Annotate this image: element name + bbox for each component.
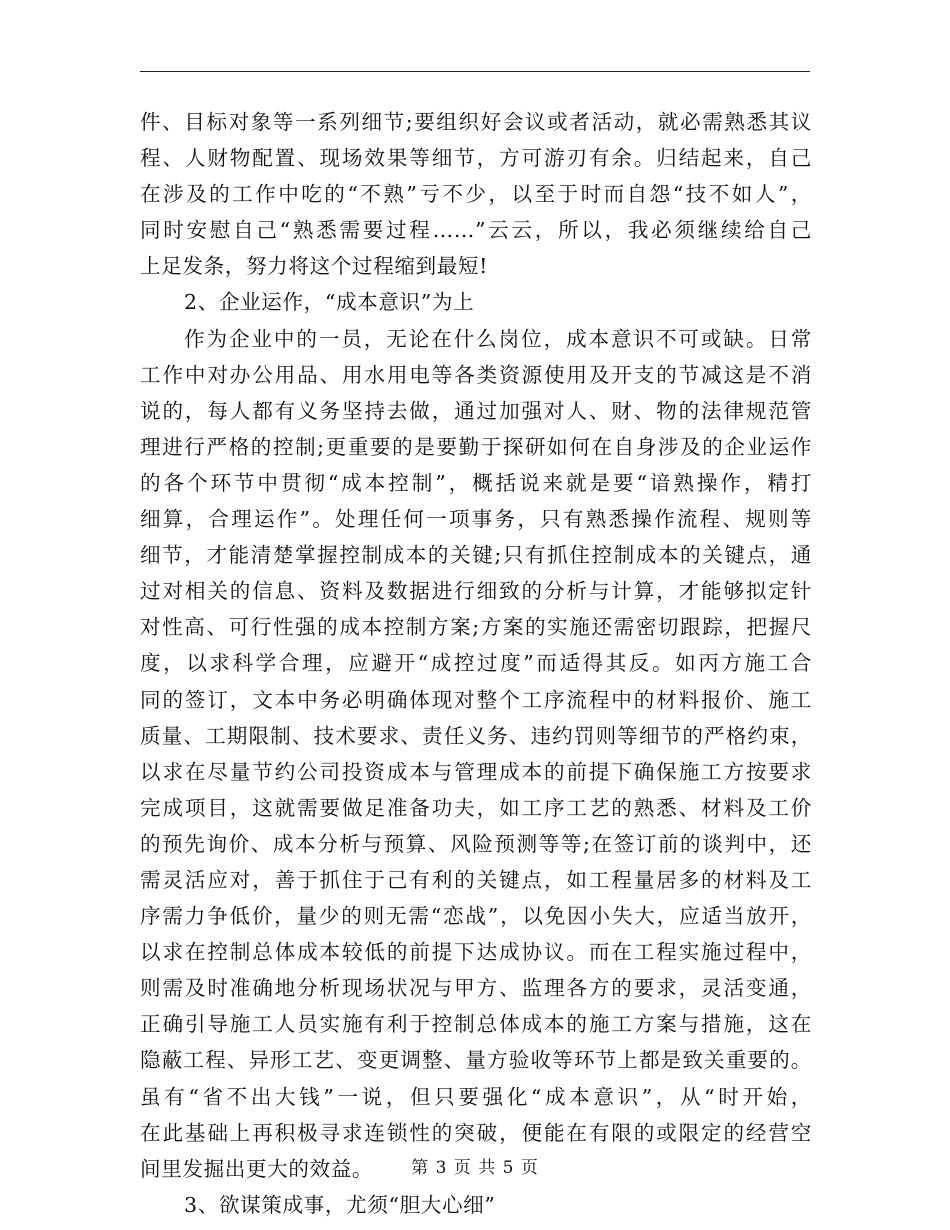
text-line: 完成项目，这就需要做足准备功夫，如工序工艺的熟悉、材料及工价 bbox=[140, 795, 812, 820]
text-line: 在此基础上再积极寻求连锁性的突破，便能在有限的或限定的经营空 bbox=[140, 1120, 812, 1145]
text-line: 细节，才能清楚掌握控制成本的关键;只有抓住控制成本的关键点，通 bbox=[140, 543, 812, 568]
text-line: 同的签订，文本中务必明确体现对整个工序流程中的材料报价、施工 bbox=[140, 687, 812, 712]
text-line: 上足发条，努力将这个过程缩到最短! bbox=[140, 254, 488, 279]
text-line: 过对相关的信息、资料及数据进行细致的分析与计算，才能够拟定针 bbox=[140, 579, 812, 604]
page-footer: 第 3 页 共 5 页 bbox=[411, 1158, 539, 1178]
text-line: 理进行严格的控制;更重要的是要勤于探研如何在自身涉及的企业运作 bbox=[140, 434, 812, 459]
document-body bbox=[140, 104, 812, 1223]
text-line: 说的，每人都有义务坚持去做，通过加强对人、财、物的法律规范管 bbox=[140, 398, 812, 423]
text-line: 需灵活应对，善于抓住于己有利的关键点，如工程量居多的材料及工 bbox=[140, 867, 812, 892]
text-line: 同时安慰自己“熟悉需要过程……”云云，所以，我必须继续给自己 bbox=[140, 218, 812, 243]
text-line: 件、目标对象等一系列细节;要组织好会议或者活动，就必需熟悉其议 bbox=[140, 110, 812, 134]
text-line: 质量、工期限制、技术要求、责任义务、违约罚则等细节的严格约束， bbox=[140, 723, 812, 748]
text-line: 以求在尽量节约公司投资成本与管理成本的前提下确保施工方按要求 bbox=[140, 759, 812, 784]
header-rule bbox=[140, 71, 810, 72]
text-line: 序需力争低价，量少的则无需“恋战”，以免因小失大，应适当放开， bbox=[140, 904, 812, 929]
paragraph-1 bbox=[140, 104, 812, 284]
text-line: 虽有“省不出大钱”一说，但只要强化“成本意识”，从“时开始， bbox=[140, 1084, 812, 1109]
text-line: 在涉及的工作中吃的“不熟”亏不少，以至于时而自怨“技不如人”， bbox=[140, 182, 812, 207]
text-line: 细算，合理运作”。处理任何一项事务，只有熟悉操作流程、规则等 bbox=[140, 507, 812, 532]
paragraph-2 bbox=[140, 321, 812, 1187]
section-heading-3: 3、欲谋策成事，尤须“胆大心细” bbox=[184, 1192, 496, 1217]
text-line: 间里发掘出更大的效益。 bbox=[140, 1156, 374, 1181]
text-line: 的预先询价、成本分析与预算、风险预测等等;在签订前的谈判中，还 bbox=[140, 831, 812, 856]
text-line: 工作中对办公用品、用水用电等各类资源使用及开支的节减这是不消 bbox=[140, 362, 812, 387]
text-line: 对性高、可行性强的成本控制方案;方案的实施还需密切跟踪，把握尺 bbox=[140, 615, 812, 640]
text-line: 的各个环节中贯彻“成本控制”，概括说来就是要“谙熟操作，精打 bbox=[140, 470, 812, 495]
text-line: 度，以求科学合理，应避开“成控过度”而适得其反。如丙方施工合 bbox=[140, 651, 812, 676]
text-line: 隐蔽工程、异形工艺、变更调整、量方验收等环节上都是致关重要的。 bbox=[140, 1048, 812, 1073]
text-line: 正确引导施工人员实施有利于控制总体成本的施工方案与措施，这在 bbox=[140, 1012, 812, 1037]
text-line: 作为企业中的一员，无论在什么岗位，成本意识不可或缺。日常 bbox=[184, 326, 812, 351]
text-line: 则需及时准确地分析现场状况与甲方、监理各方的要求，灵活变通， bbox=[140, 976, 812, 1001]
section-heading-2: 2、企业运作，“成本意识”为上 bbox=[184, 290, 475, 315]
text-line: 以求在控制总体成本较低的前提下达成协议。而在工程实施过程中， bbox=[140, 940, 812, 965]
text-line: 程、人财物配置、现场效果等细节，方可游刃有余。归结起来，自己 bbox=[140, 146, 812, 171]
